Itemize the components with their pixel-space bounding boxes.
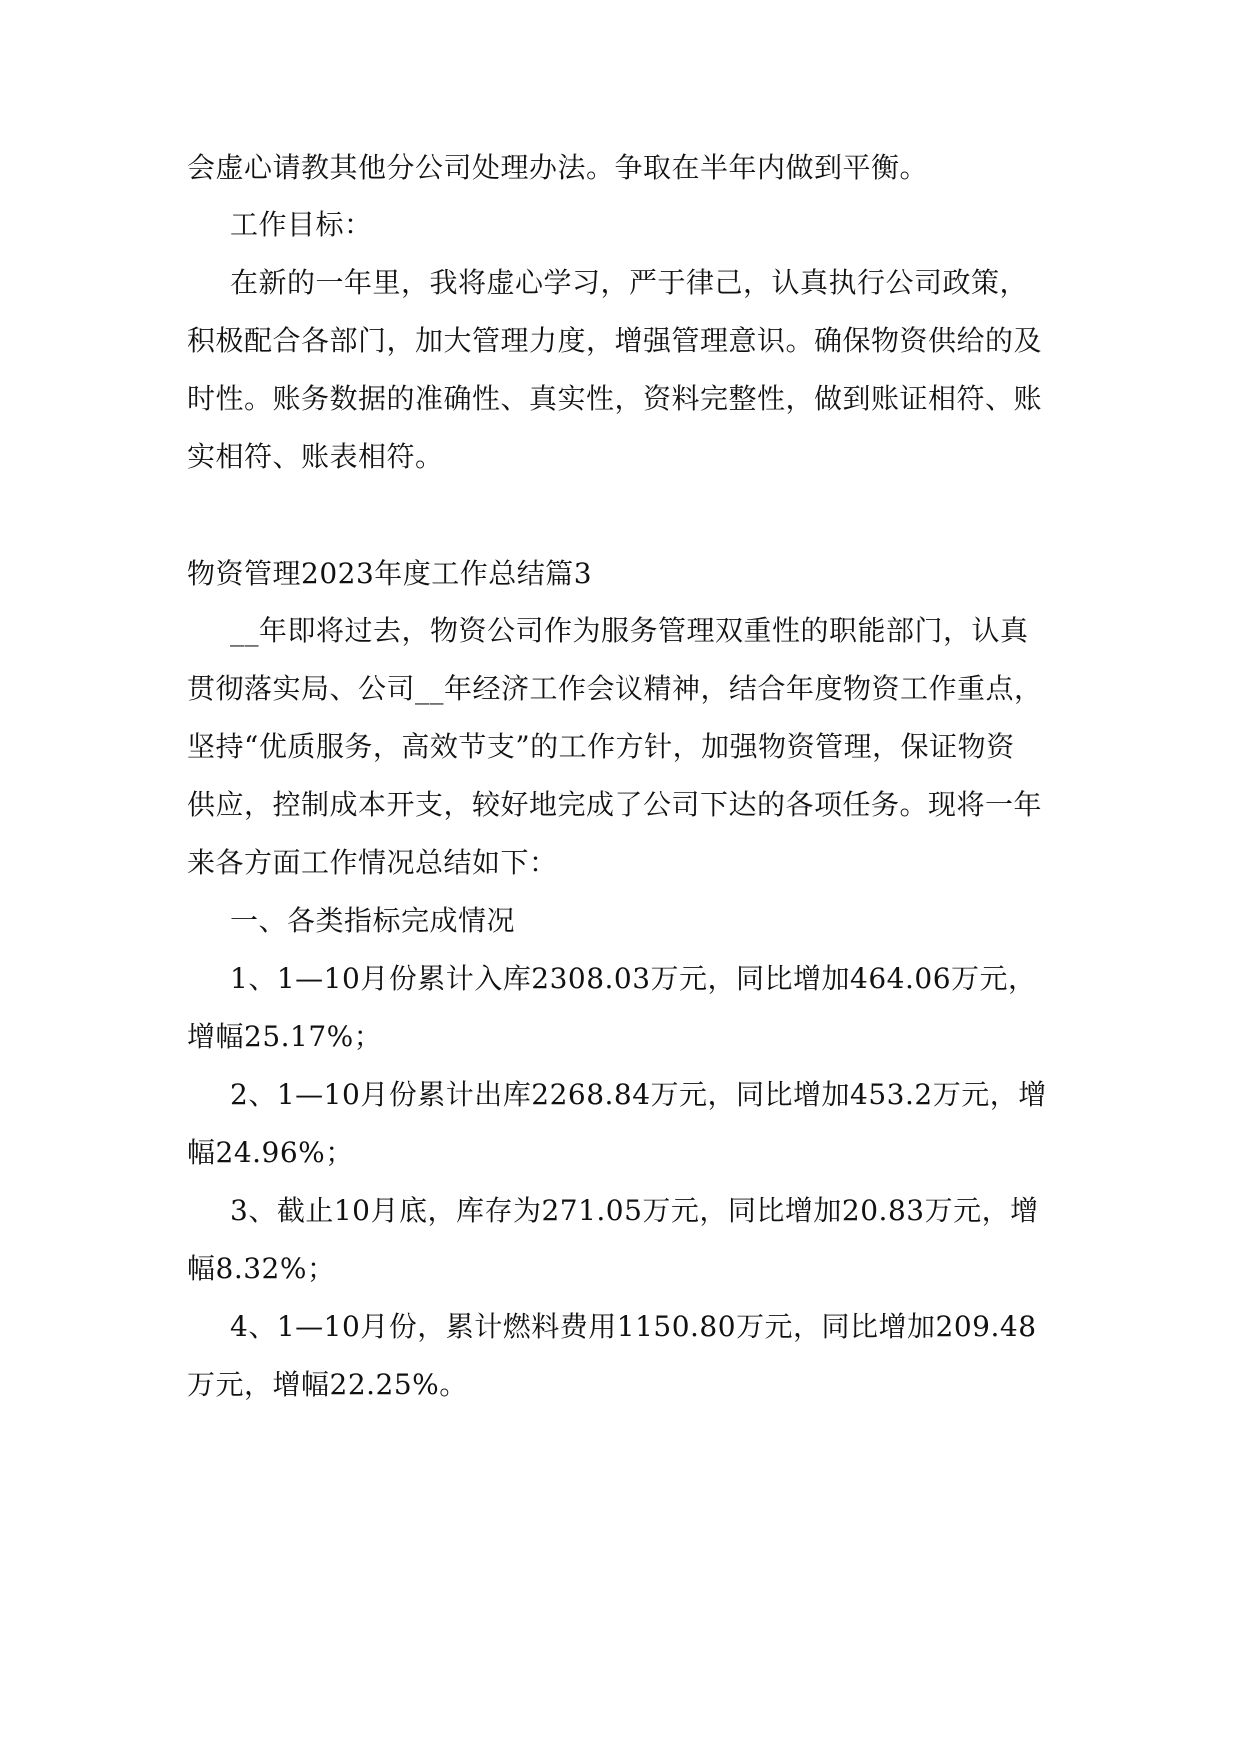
paragraph-line: __年即将过去，物资公司作为服务管理双重性的职能部门，认真 xyxy=(230,614,1029,647)
section-label: 工作目标： xyxy=(230,208,373,241)
list-item-line: 万元，增幅22.25%。 xyxy=(187,1368,468,1401)
paragraph-line: 实相符、账表相符。 xyxy=(187,440,444,473)
list-item-line: 幅24.96%； xyxy=(187,1136,354,1169)
subsection-heading: 一、各类指标完成情况 xyxy=(230,904,516,937)
paragraph-line: 时性。账务数据的准确性、真实性，资料完整性，做到账证相符、账 xyxy=(187,382,1043,415)
section-title: 物资管理2023年度工作总结篇3 xyxy=(187,557,593,590)
paragraph-line: 贯彻落实局、公司__年经济工作会议精神，结合年度物资工作重点， xyxy=(187,672,1043,705)
list-item-line: 1、1—10月份累计入库2308.03万元，同比增加464.06万元， xyxy=(230,962,1037,995)
list-item-line: 4、1—10月份，累计燃料费用1150.80万元，同比增加209.48 xyxy=(230,1310,1037,1343)
paragraph-line: 会虚心请教其他分公司处理办法。争取在半年内做到平衡。 xyxy=(187,151,929,184)
list-item-line: 2、1—10月份累计出库2268.84万元，同比增加453.2万元，增 xyxy=(230,1078,1047,1111)
paragraph-line: 坚持“优质服务，高效节支”的工作方针，加强物资管理，保证物资 xyxy=(187,730,1015,763)
paragraph-line: 来各方面工作情况总结如下： xyxy=(187,846,558,879)
list-item-line: 幅8.32%； xyxy=(187,1252,336,1285)
paragraph-line: 在新的一年里，我将虚心学习，严于律己，认真执行公司政策， xyxy=(230,266,1029,299)
list-item-line: 增幅25.17%； xyxy=(187,1020,383,1053)
list-item-line: 3、截止10月底，库存为271.05万元，同比增加20.83万元，增 xyxy=(230,1194,1039,1227)
paragraph-line: 积极配合各部门，加大管理力度，增强管理意识。确保物资供给的及 xyxy=(187,324,1043,357)
paragraph-line: 供应，控制成本开支，较好地完成了公司下达的各项任务。现将一年 xyxy=(187,788,1043,821)
